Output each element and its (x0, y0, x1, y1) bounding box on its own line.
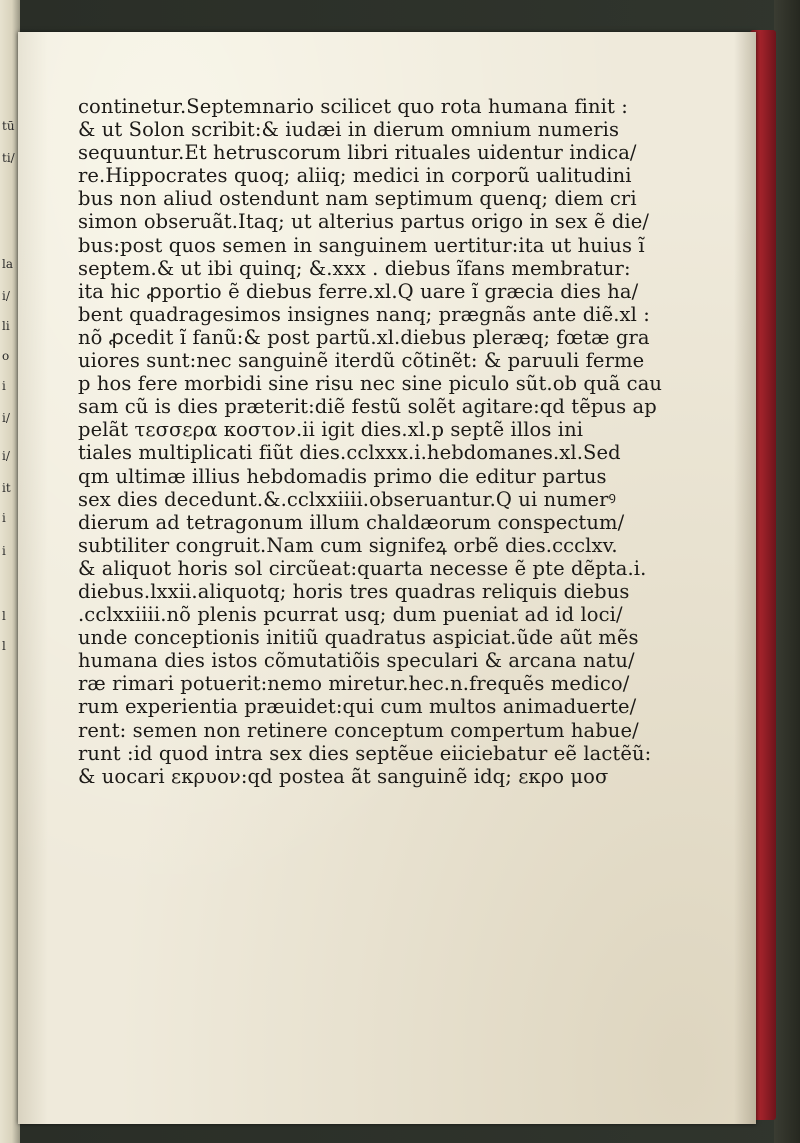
text-line: bent quadragesimos insignes nanq; prægnãs ante diẽ.xl : (78, 302, 650, 326)
text-line: re.Hippocrates quoq; aliiq; medici in corporũ ualitudini (78, 164, 632, 188)
text-line: sequuntur.Et hetruscorum libri rituales uidentur indica/ (78, 141, 637, 165)
book-fore-edge (774, 0, 800, 1143)
text-line: bus:post quos semen in sanguinem uertitur:ita ut huius ĩ (78, 233, 645, 257)
page-shadow (734, 32, 756, 1124)
text-line: uiores sunt:nec sanguinẽ iterdũ cõtinẽt: & paruuli ferme (78, 349, 645, 373)
text-line: sex dies decedunt.&.cclxxiiii.obseruantur.Q ui numerꝰ (78, 487, 617, 511)
text-line: .cclxxiiii.nõ plenis pcurrat usq; dum pueniat ad id loci/ (78, 603, 623, 627)
text-line: p hos fere morbidi sine risu nec sine piculo sũt.ob quã cau (78, 372, 663, 396)
text-line: nõ ꝓcedit ĩ fanũ:& post partũ.xl.diebus pleræq; fœtæ gra (78, 325, 650, 349)
facing-page-edge: tū ti/ la i/ li o i i/ i/ it i i l l (0, 0, 20, 1143)
text-line: & aliquot horis sol circũeat:quarta necesse ẽ pte dẽpta.i. (78, 556, 647, 580)
text-line: septem.& ut ibi quinq; &.xxx . diebus ĩfans membratur: (78, 256, 631, 280)
text-line: diebus.lxxii.aliquotq; horis tres quadras reliquis diebus (78, 579, 630, 603)
text-line: rent: semen non retinere conceptum compertum habue/ (78, 718, 639, 742)
text-line: & ut Solon scribit:& iudæi in dierum omnium numeris (78, 118, 620, 142)
text-line: continetur.Septemnario scilicet quo rota humana finit : (78, 95, 628, 118)
text-line: rum experientia præuidet:qui cum multos animaduerte/ (78, 695, 637, 719)
text-line: simon obseruãt.Itaq; ut alterius partus origo in sex ẽ die/ (78, 210, 650, 234)
text-line: dierum ad tetragonum illum chaldæorum conspectum/ (78, 510, 625, 534)
text-line: sam cũ is dies præterit:diẽ festũ solẽt agitare:qd tẽpus ap (78, 395, 657, 419)
text-line: qm ultimæ illius hebdomadis primo die editur partus (78, 464, 607, 488)
text-line: runt :id quod intra sex dies septẽue eiiciebatur eẽ lactẽũ: (78, 741, 652, 765)
text-line: subtiliter congruit.Nam cum signifeꝝ orbẽ dies.ccclxv. (78, 533, 618, 557)
book-page (18, 32, 756, 1124)
text-line: & uocari εκρυον:qd postea ãt sanguinẽ idq; εκρο μοσ (78, 764, 609, 788)
text-line: ita hic ꝓportio ẽ diebus ferre.xl.Q uare ĩ græcia dies ha/ (78, 279, 639, 303)
text-block (78, 95, 698, 788)
text-line: pelãt τεσσερα κοστον.ii igit dies.xl.p septẽ illos ini (78, 418, 584, 442)
text-line: humana dies istos cõmutatiõis speculari & arcana natu/ (78, 649, 635, 673)
text-line: bus non aliud ostendunt nam septimum quenq; diem cri (78, 187, 637, 211)
text-line: unde conceptionis initiũ quadratus aspiciat.ũde aũt mẽs (78, 626, 639, 650)
text-line: ræ rimari potuerit:nemo miretur.hec.n.frequẽs medico/ (78, 672, 630, 696)
text-line: tiales multiplicati fiũt dies.cclxxx.i.hebdomanes.xl.Sed (78, 441, 621, 465)
